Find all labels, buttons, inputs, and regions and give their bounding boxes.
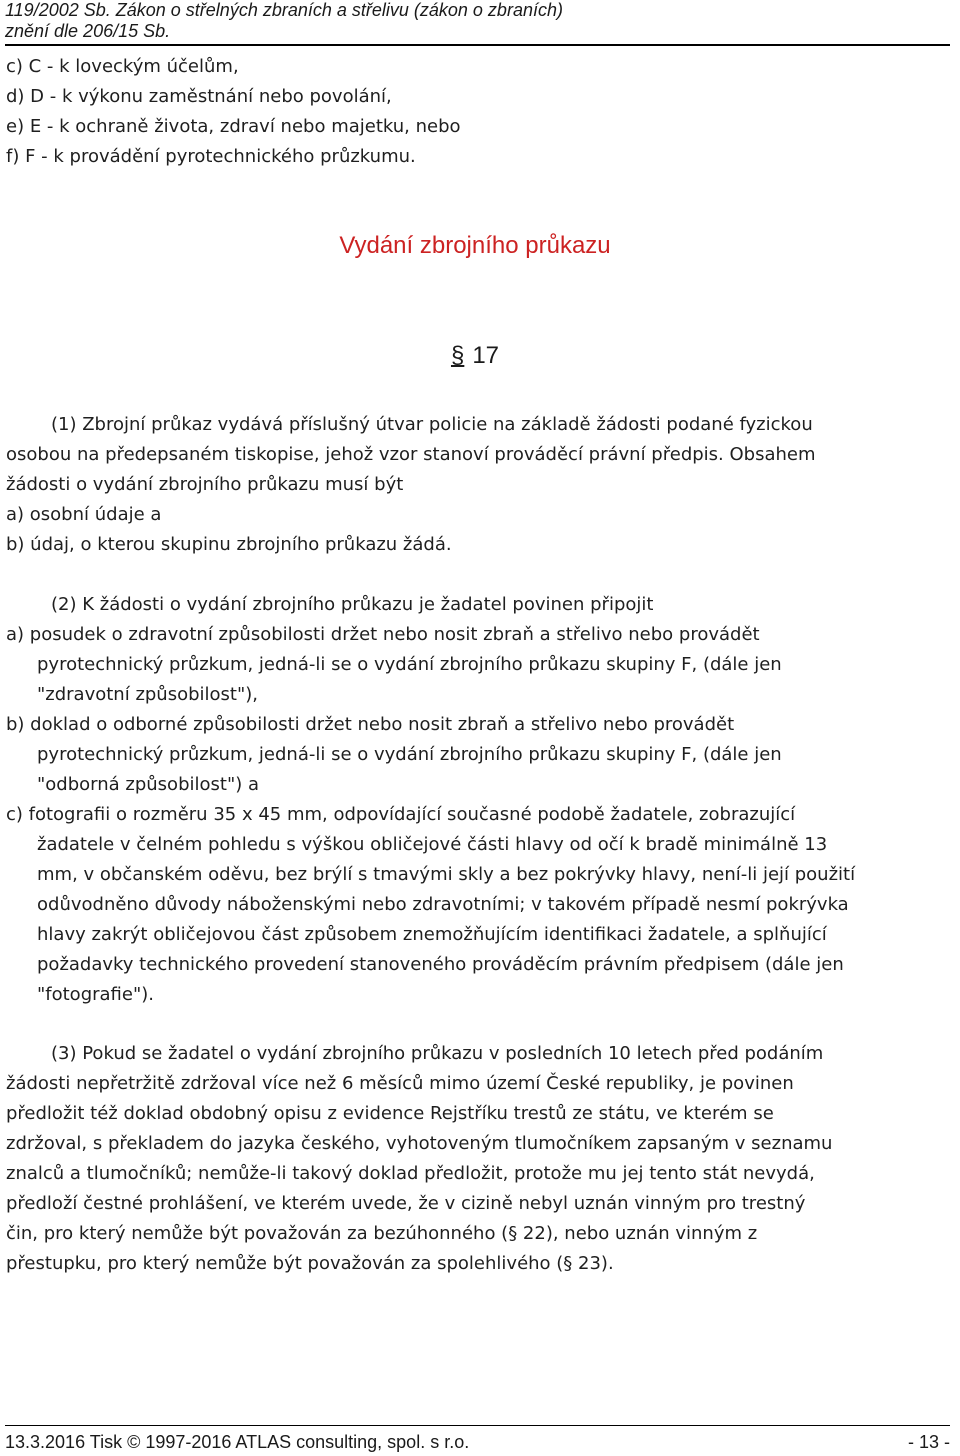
list-item: a) osobní údaje a [6,504,162,525]
list-item-continuation: požadavky technického provedení stanoveného prováděcím právním předpisem (dále jen [37,954,844,975]
list-item: f) F - k provádění pyrotechnického průzkumu. [6,146,416,167]
list-item: e) E - k ochraně života, zdraví nebo majetku, nebo [6,116,461,137]
paragraph-line: žádosti nepřetržitě zdržoval více než 6 měsíců mimo území České republiky, je povinen [6,1073,794,1094]
paragraph-line: osobou na předepsaném tiskopise, jehož vzor stanoví prováděcí právní předpis. Obsahem [6,444,816,465]
list-item: a) posudek o zdravotní způsobilosti držet nebo nosit zbraň a střelivo nebo provádět [6,624,760,645]
list-item-continuation: "fotografie"). [37,984,154,1005]
paragraph-line: přestupku, pro který nemůže být považován za spolehlivého (§ 23). [6,1253,614,1274]
list-item-continuation: hlavy zakrýt obličejovou část způsobem znemožňujícím identifikaci žadatele, a splňující [37,924,827,945]
paragraph-line: (1) Zbrojní průkaz vydává příslušný útvar policie na základě žádosti podané fyzickou [51,414,813,435]
list-item-continuation: odůvodněno důvody náboženskými nebo zdravotními; v takovém případě nesmí pokrývka [37,894,849,915]
list-item-continuation: pyrotechnický průzkum, jedná-li se o vydání zbrojního průkazu skupiny F, (dále jen [37,654,782,675]
list-item-continuation: "zdravotní způsobilost"), [37,684,259,705]
section-title: Vydání zbrojního průkazu [339,232,611,259]
list-item-continuation: žadatele v čelném pohledu s výškou obličejové části hlavy od očí k bradě minimálně 13 [37,834,828,855]
paragraph-2 [6,590,956,1010]
weapon-license-groups-list [6,52,956,172]
header-divider [5,44,950,46]
law-title: 119/2002 Sb. Zákon o střelných zbraních a střelivu (zákon o zbraních) [5,0,563,20]
document-header [5,0,950,42]
paragraph-line: (3) Pokud se žadatel o vydání zbrojního průkazu v posledních 10 letech před podáním [51,1043,824,1064]
paragraph-line: čin, pro který nemůže být považován za bezúhonného (§ 22), nebo uznán vinným z [6,1223,758,1244]
document-footer [5,1430,950,1454]
list-item: c) C - k loveckým účelům, [6,56,239,77]
paragraph-line: žádosti o vydání zbrojního průkazu musí být [6,474,404,495]
paragraph-line: (2) K žádosti o vydání zbrojního průkazu je žadatel povinen připojit [51,594,654,615]
list-item: b) doklad o odborné způsobilosti držet nebo nosit zbraň a střelivo nebo provádět [6,714,735,735]
page-number: - 13 - [907,1432,950,1452]
list-item-continuation: "odborná způsobilost") a [37,774,260,795]
paragraph-line: předloží čestné prohlášení, ve kterém uvede, že v cizině nebyl uznán vinným pro trestný [6,1193,806,1214]
list-item-continuation: pyrotechnický průzkum, jedná-li se o vydání zbrojního průkazu skupiny F, (dále jen [37,744,782,765]
paragraph-sign: § [450,342,465,369]
paragraph-1 [6,410,956,560]
paragraph-line: znalců a tlumočníků; nemůže-li takový doklad předložit, protože mu jej tento stát nevydá, [6,1163,815,1184]
list-item: b) údaj, o kterou skupinu zbrojního průkazu žádá. [6,534,452,555]
section-number [0,340,950,372]
paragraph-number: 17 [472,342,500,369]
footer-divider [5,1425,950,1426]
list-item: c) fotografii o rozměru 35 x 45 mm, odpovídající současné podobě žadatele, zobrazující [6,804,796,825]
list-item-continuation: mm, v občanském oděvu, bez brýlí s tmavými skly a bez pokrývky hlavy, není-li její použití [37,864,856,885]
print-info: 13.3.2016 Tisk © 1997-2016 ATLAS consulting, spol. s r.o. [5,1432,470,1452]
paragraph-line: předložit též doklad obdobný opisu z evidence Rejstříku trestů ze státu, ve kterém se [6,1103,774,1124]
law-version: znění dle 206/15 Sb. [5,21,171,41]
paragraph-line: zdržoval, s překladem do jazyka českého, vyhotoveným tlumočníkem zapsaným v seznamu [6,1133,833,1154]
list-item: d) D - k výkonu zaměstnání nebo povolání, [6,86,392,107]
paragraph-3 [6,1039,956,1279]
